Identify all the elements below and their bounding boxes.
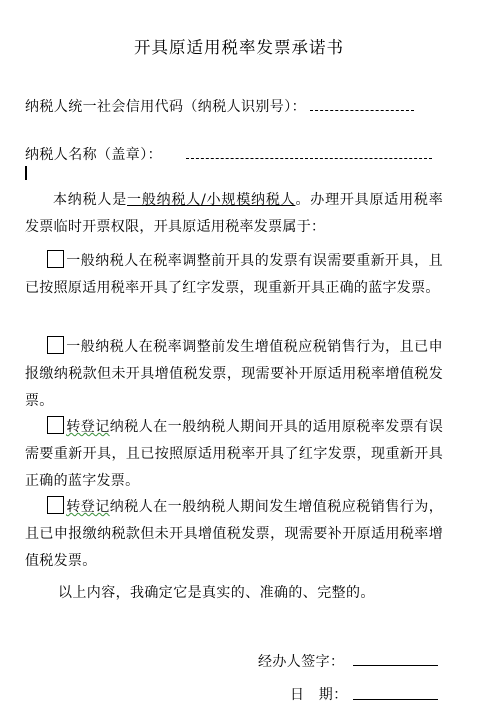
checkbox-1[interactable]: [47, 250, 64, 268]
document-title: 开具原适用税率发票承诺书: [134, 38, 344, 57]
option-text-3: 纳税人在一般纳税人期间开具的适用原税率发票有误需要重新开具，且已按照原适用税率开具了红字发票，现重新开具正确的蓝字发票。: [25, 419, 443, 489]
taxpayer-code-blank[interactable]: [310, 101, 414, 111]
date-label: 日 期：: [290, 687, 348, 703]
option-lead-4: 转登记: [66, 499, 110, 515]
taxpayer-type-options: 一般纳税人/小规模纳税人: [127, 192, 296, 208]
option-item-4: [25, 494, 443, 575]
option-text-2: 一般纳税人在税率调整前发生增值税应税销售行为，且已申报缴纳税款但未开具增值税发票，现需要补开原适用税率增值税发票。: [25, 339, 443, 409]
intro-prefix: 本纳税人是: [53, 192, 128, 208]
text-cursor: [25, 166, 27, 180]
option-item-1: [25, 248, 443, 302]
option-text-4: 纳税人在一般纳税人期间发生增值税应税销售行为，且已申报缴纳税款但未开具增值税发票，现需要补开原适用税率增值税发票。: [25, 499, 443, 569]
intro-suffix: 。办理开具原适用税率发票临时开票权限，开具原适用税率发票属于：: [25, 192, 444, 235]
option-text-1: 一般纳税人在税率调整前开具的发票有误需要重新开具，且已按照原适用税率开具了红字发票，现重新开具正确的蓝字发票。: [25, 253, 443, 296]
taxpayer-name-row: [25, 144, 432, 164]
taxpayer-name-blank[interactable]: [186, 149, 432, 159]
option-item-2: [25, 334, 443, 415]
taxpayer-code-label: 纳税人统一社会信用代码（纳税人识别号）：: [25, 99, 306, 115]
checkbox-2[interactable]: [47, 336, 64, 354]
date-blank[interactable]: [353, 699, 438, 700]
closing-statement: 以上内容，我确定它是真实的、准确的、完整的。: [58, 585, 375, 601]
handler-signature-label: 经办人签字：: [258, 654, 345, 670]
option-item-3: [25, 414, 443, 495]
taxpayer-code-row: [25, 96, 414, 116]
checkbox-3[interactable]: [47, 416, 64, 434]
handler-signature-blank[interactable]: [353, 665, 438, 666]
taxpayer-name-label: 纳税人名称（盖章）：: [25, 147, 162, 163]
option-lead-3: 转登记: [66, 419, 110, 435]
checkbox-4[interactable]: [47, 496, 64, 514]
intro-paragraph: [25, 187, 443, 241]
